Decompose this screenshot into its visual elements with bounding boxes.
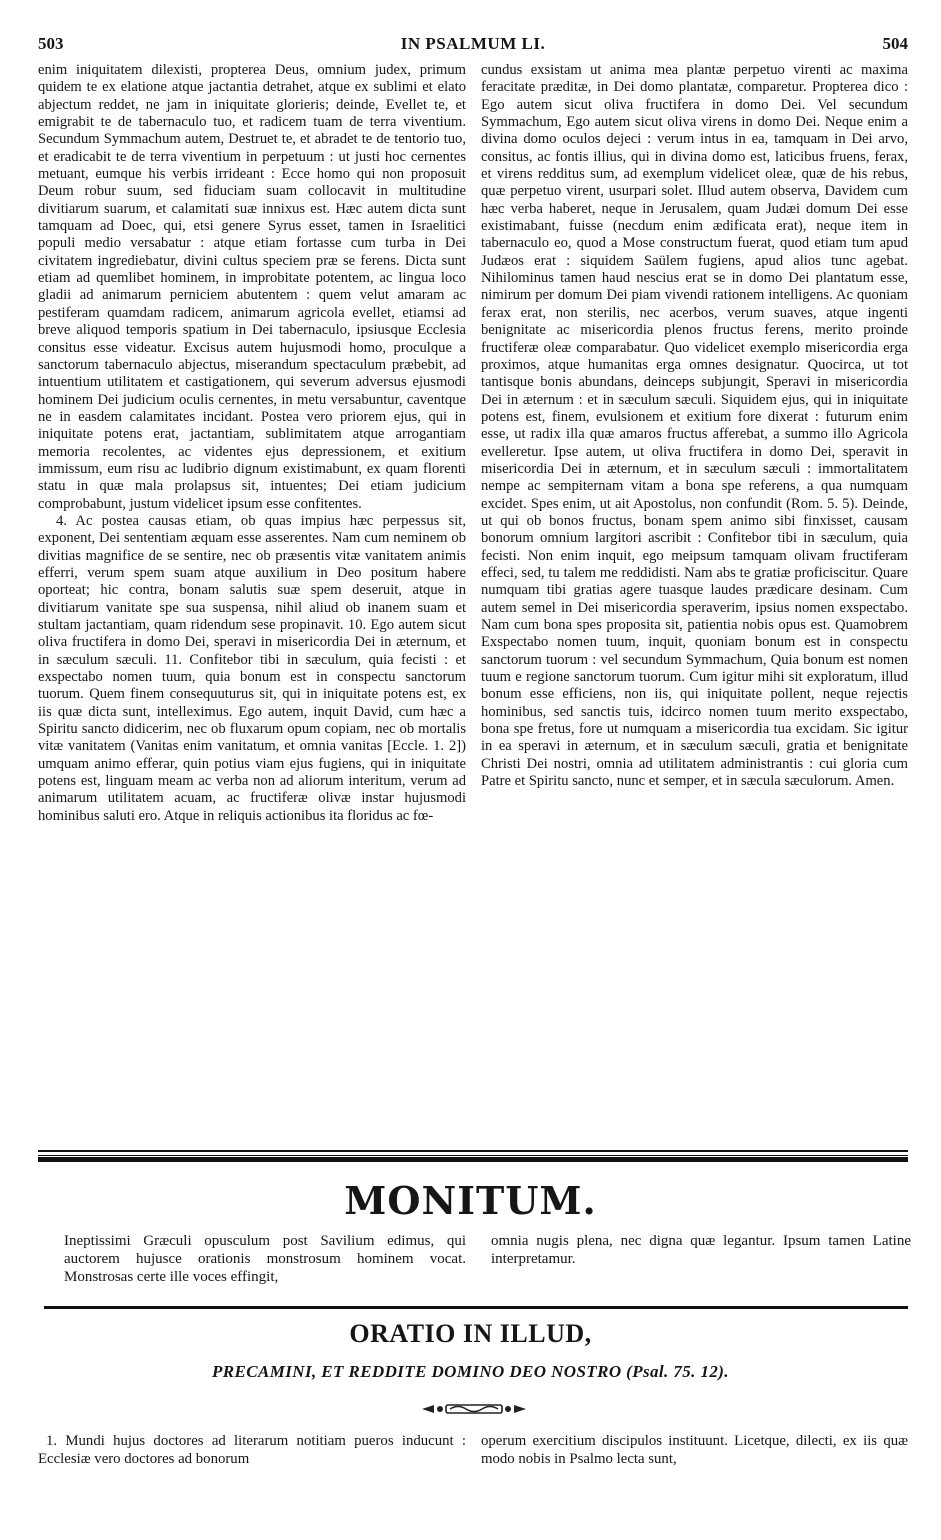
running-title: IN PSALMUM LI. bbox=[400, 34, 546, 53]
oratio-heading: ORATIO IN ILLUD, bbox=[349, 1319, 592, 1348]
monitum-text-left bbox=[64, 1232, 466, 1292]
right-text-column bbox=[481, 62, 908, 1114]
ornament-icon bbox=[420, 1403, 528, 1415]
oratio-text-right bbox=[481, 1432, 908, 1472]
paragraph: cundus exsistam ut anima mea plantæ perpetuo virenti ac maxima feracitate præditæ, in Dei domo plantatæ, comparetur. Propterea dico : Ego autem sicut oliva fructifera in domo Dei. Vel secundum Symmachum, Ego autem sicut oliva virens in domo Dei. Neque enim a divina domo oculos dejeci : verum intus in ea, tamquam in Dei arvo, consitus, ac fontis illius, qui in divina domo est, laticibus fruens, ferax, et virens redditus sum, ad exemplum videlicet oleæ, quæ de his rebus, quæ perpetuo virent, usurpari solet. Illud autem observa, Davidem cum hæc verba haberet, neque in Jerusalem, quam Judæi domum Dei esse existimabant, fuisse (necdum enim ædificata erat), neque item in tabernaculo eo, quod a Mose constructum fuerat, quod etiam tum apud Judæos erat : siquidem Saülem fugiens, apud alios tunc agebat. Nihilominus tamen haud nescius erat se in domo Dei plantatum esse, nimirum per domum Dei piam vivendi rationem intelligens. Ac quoniam ferax erat, non sterilis, nec acerbos, verum suaves, atque ingenti benignitate ac misericordia plenos fructus ferens, merito proinde fructiferæ oleæ comparabatur. Quo videlicet exemplo misericordia erga proximos, atque humanitas erga omnes designatur. Quocirca, ut tot tantisque bonis abundans, deinceps subjungit, Speravi in misericordia Dei in æternum : et in sæculum sæculi. Siquidem ejus, qui in iniquitate potens est, finem, evulsionem et exitium fore dixerat : futurum enim esse, ut radix illa quæ amaros fructus afferebat, a summo illo Agricola evelleretur. Ipse autem, ut oliva fructifera in domo Dei, speravit in misericordia Dei in æternum, et in sæculum sæculi : immortalitatem nempe ac sempiternam vitam a bona spe referens, a qua numquam excidet. Spes enim, ut ait Apostolus, non confundit (Rom. 5. 5). Deinde, ut qui ob bonos fructus, bonam spem animo sibi finxisset, causam bonorum omnium largitori ascribit : Confitebor tibi in sæculum, quia fecisti. Non enim inquit, ego meipsum tamquam olivam fructiferam effeci, sed, tu talem me reddidisti. Nam abs te gratiæ proficiscitur. Quare numquam tibi gratias agere tuasque laudes prædicare desinam. Cum autem semel in Dei misericordia speraverim, ipsius nomen exspectabo. Nam cum bona spes proposita sit, patientia nobis opus est. Quamobrem Exspectabo nomen tuum, inquit, quoniam bonum est in conspectu sanctorum tuorum : vel secundum Symmachum, Quia bonum est nomen tuum e regione sanctorum tuorum. Cum igitur mihi sit exploratum, illud bonum esse efficiens, non iis, qui iniquitate pollent, neque rejectis hominibus, sed sanctis tuis, idcirco nomen tuum merito exspectabo, bona spe fretus, fore ut numquam a misericordia tua excidam. Sic igitur in ea speravi in æternum, et in sæculum sæculi, gratia et benignitate Christi Dei nostri, omnia ad utilitatem administrantis : cui gloria cum Patre et Spiritu sancto, nunc et semper, et in sæcula sæculorum. Amen. bbox=[481, 62, 908, 790]
oratio-text-left bbox=[38, 1432, 466, 1472]
paragraph: Ineptissimi Græculi opusculum post Savilium edimus, qui auctorem hujusce orationis monstrosum hominem vocat. Monstrosas certe ille voces effingit, bbox=[64, 1233, 466, 1285]
paragraph: operum exercitium discipulos instituunt. Licetque, dilecti, ex iis quæ modo nobis in Psalmo lecta sunt, bbox=[481, 1433, 908, 1467]
monitum-heading: MONITUM. bbox=[344, 1178, 597, 1223]
page-number-left: 503 bbox=[38, 34, 64, 53]
paragraph: 4. Ac postea causas etiam, ob quas impius hæc perpessus sit, exponent, Dei sententiam æquam esse asserentes. Nam cum neminem ob divitias magnifice de se sentire, nec ob præsentis vitæ vanitatem animis efferri, verum spem suam atque auxilium in Deo positum habere oporteat; hic contra, bonam salutis suæ spem deseruit, atque in divitiarum vanitate spe sua suspensa, nihil aliud ob inanem suam et stultam jactantiam, quam ridendum sese propinavit. 10. Ego autem sicut oliva fructifera in domo Dei, speravi in misericordia Dei in æternum, et in sæculum sæculi. 11. Confitebor tibi in sæculum, quia fecisti : et exspectabo nomen tuum, quia bonum est in conspectu sanctorum tuorum. Quem finem consequuturus sit, qui in iniquitate potens est, ex iis quæ dicta sunt, intelleximus. Ego autem, inquit David, cum hæc a Spiritu sancto didicerim, nec ob fluxarum opum copiam, nec ob mortalis vitæ vanitatem (Vanitas enim vanitatum, et omnia vanitas [Eccle. 1. 2]) umquam animo efferar, quin potius viam ejus fugiens, qui in iniquitate potens est, linguam meam ac verba non ad aliorum interitum, verum ad animarum utilitatem acuam, ac fructiferæ olivæ instar hujusmodi hominibus saluti ero. Atque in reliquis actionibus ita floridus ac fœ- bbox=[38, 512, 466, 824]
paragraph: 1. Mundi hujus doctores ad literarum notitiam pueros inducunt : Ecclesiæ vero doctores ad bonorum bbox=[38, 1433, 466, 1467]
running-header bbox=[38, 34, 908, 56]
horizontal-rule bbox=[44, 1306, 908, 1309]
page-number-right: 504 bbox=[882, 34, 908, 53]
monitum-text-right bbox=[491, 1232, 911, 1292]
paragraph: enim iniquitatem dilexisti, propterea Deus, omnium judex, primum quidem te ex elatione atque jactantia detrahet, atque ex sublimi et elato abjectum reddet, ne jam in iniquitate glorieris; deinde, Evellet te, et emigrabit te de tabernaculo tuo, et radicem tuam de terra viventium. Secundum Symmachum autem, Destruet te, et abradet te de tentorio tuo, et eradicabit te de terra viventium in perpetuum : ut justi hoc cernentes metuant, eumque his verbis irrideant : Ecce homo qui non proposuit Deum robur suum, sed fiduciam suam collocavit in multitudine divitiarum suarum, et calamitati suæ innixus est. Hæc autem dicta sunt tamquam ad Doec, qui, etsi genere Syrus esset, tamen in Israelitici populi medio versabatur : atque etiam fortasse cum turba in Dei civitatem ingrediebatur, divini cultus speciem præ se ferens. Dicta sunt etiam ad quemlibet hominem, in improbitate potentem, ac lingua loco gladii ad animarum perniciem abutentem : quem velut amaram ac pestiferam quamdam radicem, animarum agricola evellet, etiamsi ad breve aliquod temporis spatium in Dei tabernaculo, ipsiusque Ecclesia consitus esse videatur. Excisus autem hujusmodi homo, proculque a sanctorum tabernaculo abjectus, miserandum spectaculum præbebit, ad intuentium utilitatem et castigationem, qui severum adversus ejusmodi hominem Dei judicium oculis cernentes, in metu versabuntur, caventque ne in easdem calamitates incidant. Postea vero priorem ejus, qui in iniquitate potens erat, jactantiam, sublimitatem atque arrogantiam memoria recolentes, ac videntes ejus depressionem, et exitium immissum, eum risu ac ludibrio dignum existimabunt, ex quam florenti statu in quæ mala prolapsus sit, intuentes; Dei etiam judicium comprobabunt, justum videlicet ipsum esse confitentes. bbox=[38, 62, 466, 512]
left-text-column bbox=[38, 62, 466, 1134]
section-divider bbox=[38, 1150, 908, 1162]
paragraph: omnia nugis plena, nec digna quæ legantur. Ipsum tamen Latine interpretamur. bbox=[491, 1233, 911, 1267]
oratio-subtitle: PRECAMINI, ET REDDITE DOMINO DEO NOSTRO (Psal. 75. 12). bbox=[212, 1362, 729, 1381]
